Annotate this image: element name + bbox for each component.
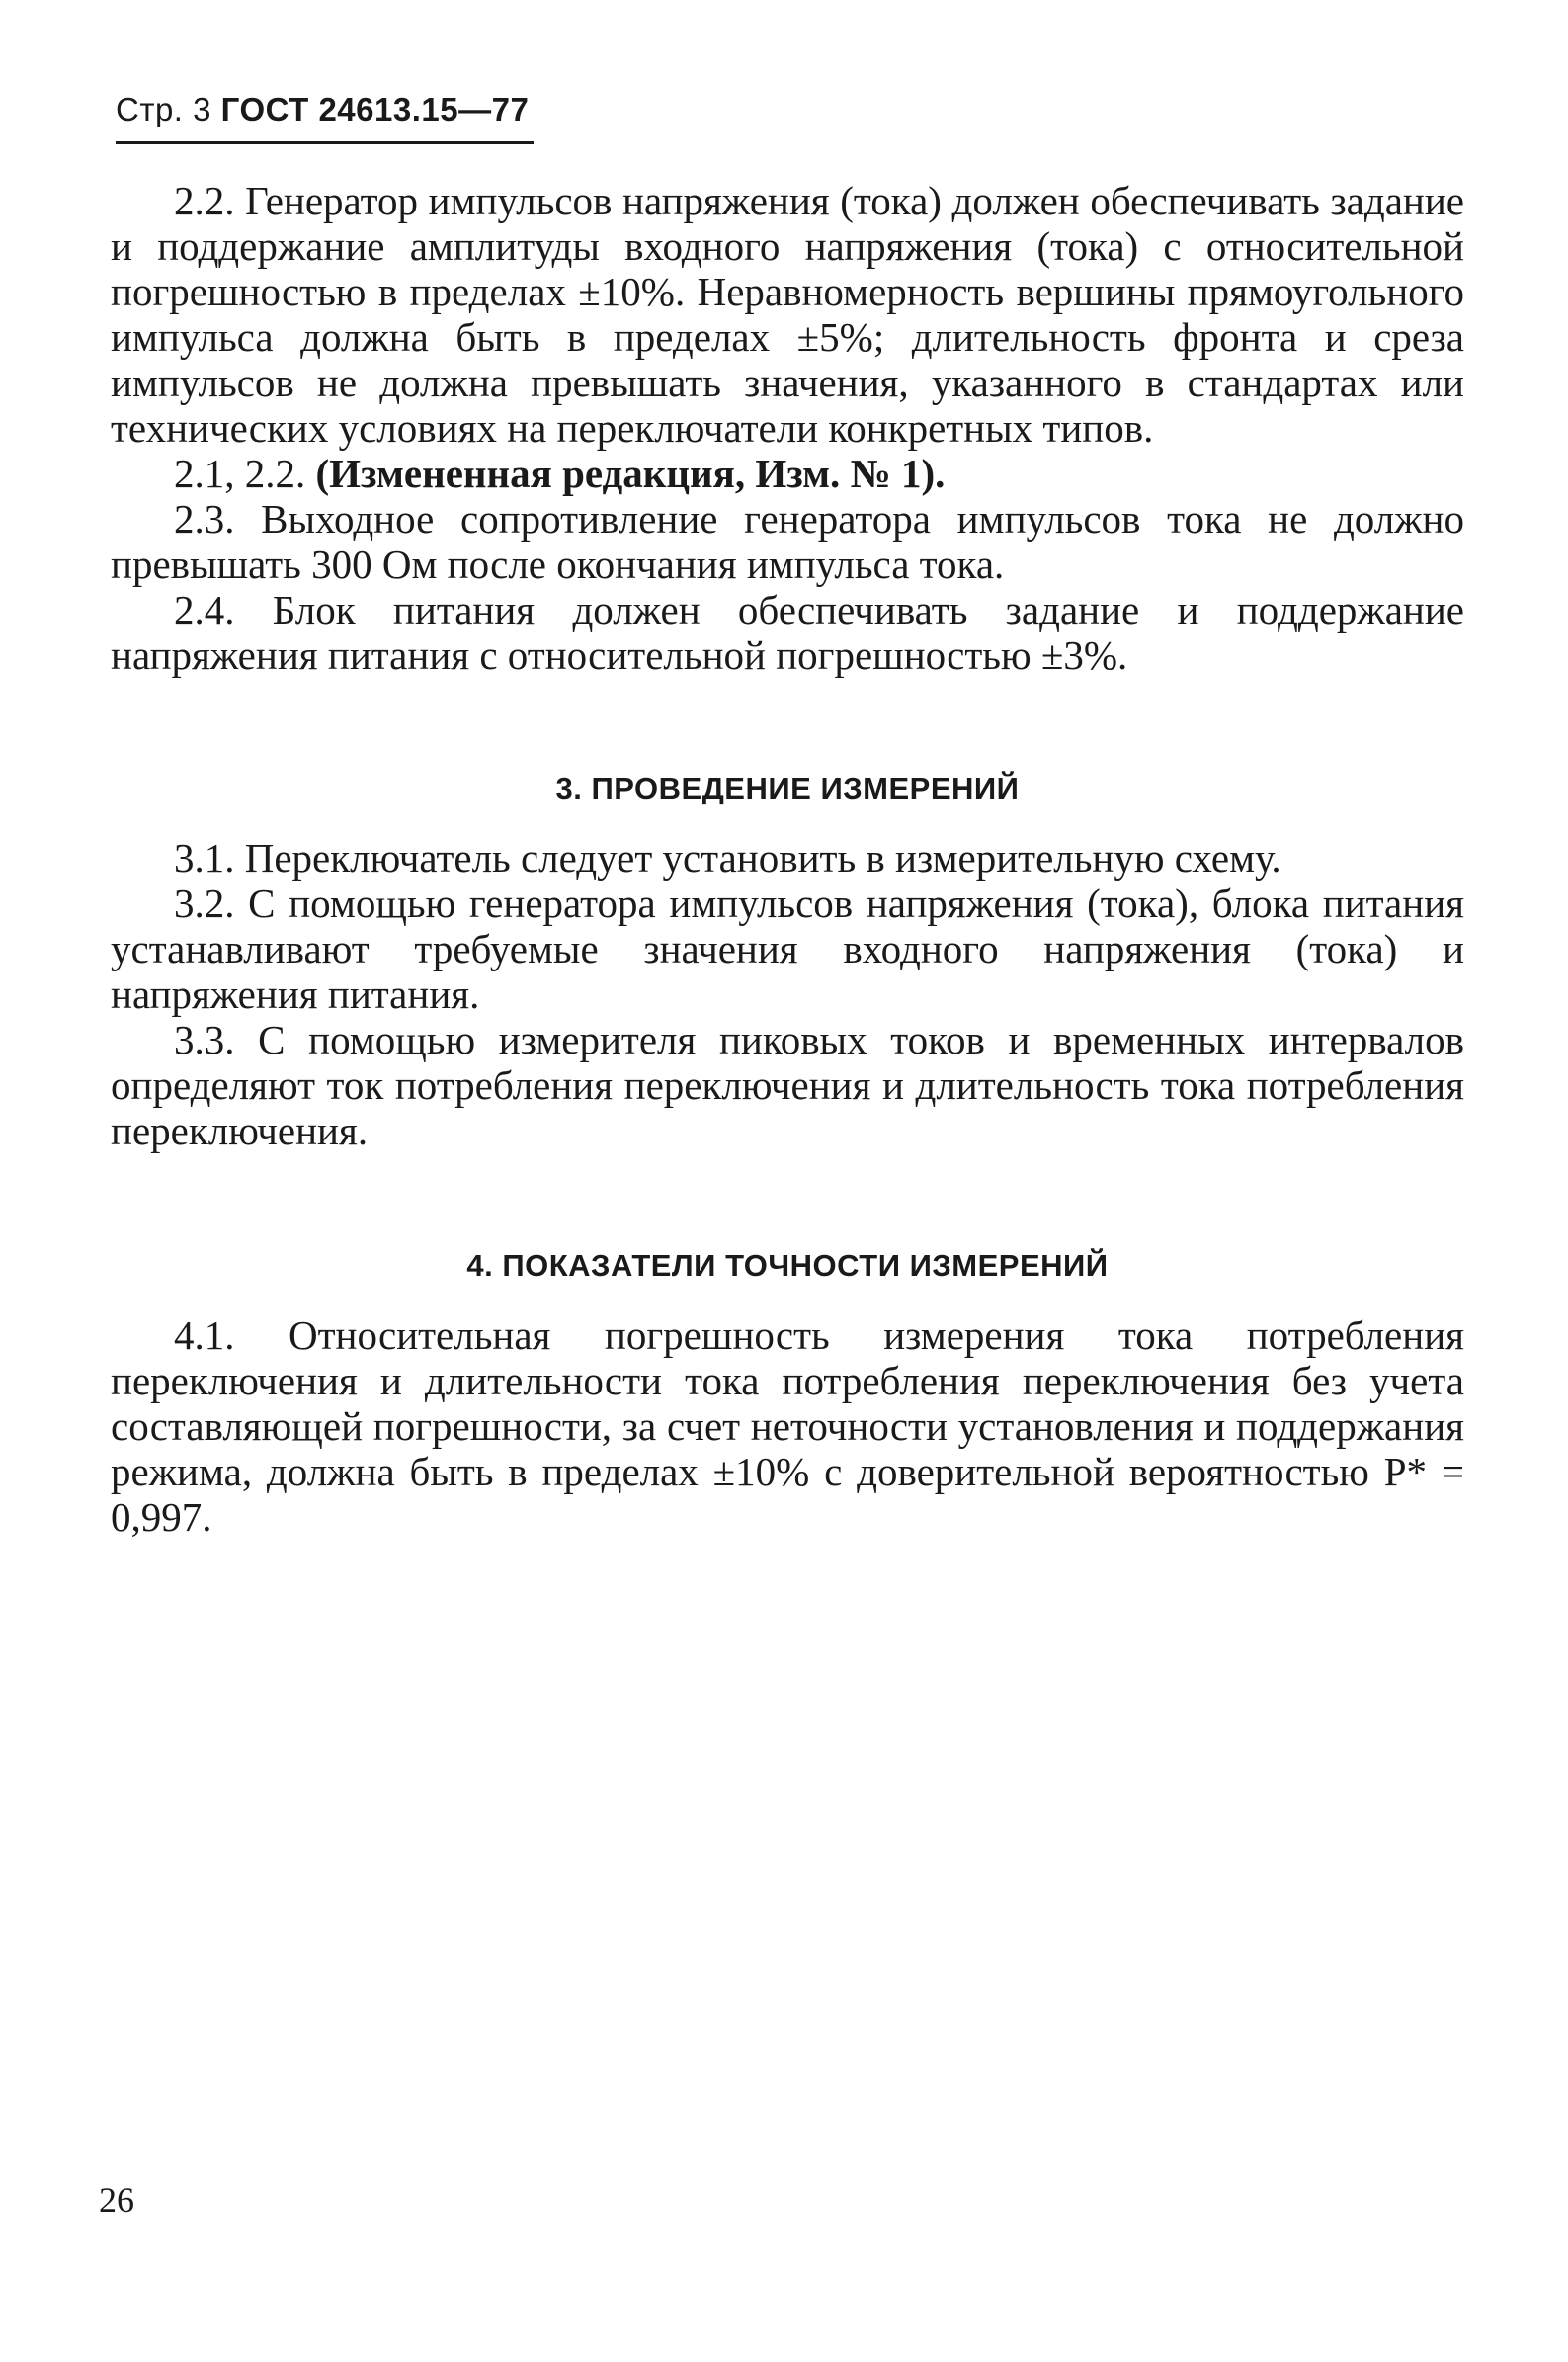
amendment-label: (Измененная редакция, Изм. № 1). xyxy=(315,451,946,496)
section-3-title: 3. ПРОВЕДЕНИЕ ИЗМЕРЕНИЙ xyxy=(555,771,1020,805)
page-number: 26 xyxy=(99,2180,134,2220)
standard-number: ГОСТ 24613.15—77 xyxy=(220,91,530,127)
paragraph-3-3: 3.3. С помощью измерителя пиковых токов и временных интервалов определяют ток потребления переключения и длительность тока потребления переключения. xyxy=(111,1017,1464,1153)
paragraph-3-2: 3.2. С помощью генератора импульсов напряжения (тока), блока питания устанавливают требуемые значения входного напряжения (тока) и напряжения питания. xyxy=(111,881,1464,1017)
amendment-prefix: 2.1, 2.2. xyxy=(174,451,316,496)
section-3-block xyxy=(111,835,1464,1153)
page-header xyxy=(116,91,529,128)
paragraph-3-1: 3.1. Переключатель следует установить в измерительную схему. xyxy=(174,835,1281,881)
header-rule xyxy=(116,141,534,144)
section-4-block xyxy=(111,1312,1464,1540)
paragraph-2-3: 2.3. Выходное сопротивление генератора импульсов тока не должно превышать 300 Ом после окончания импульса тока. xyxy=(111,496,1464,587)
amendment-note xyxy=(111,451,1464,496)
paragraph-2-4: 2.4. Блок питания должен обеспечивать задание и поддержание напряжения питания с относительной погрешностью ±3%. xyxy=(111,587,1464,678)
paragraph-4-1: 4.1. Относительная погрешность измерения тока потребления переключения и длительности тока потребления переключения без учета составляющей погрешности, за счет неточности установления и поддержания режима, должна быть в пределах ±10% с доверительной вероятностью P* = 0,997. xyxy=(111,1312,1464,1540)
section-2-block xyxy=(111,178,1464,678)
paragraph-2-2: 2.2. Генератор импульсов напряжения (тока) должен обеспечивать задание и поддержание амплитуды входного напряжения (тока) с относительной погрешностью в пределах ±10%. Неравномерность вершины прямоугольного импульса должна быть в пределах ±5%; длительность фронта и среза импульсов не должна превышать значения, указанного в стандартах или технических условиях на переключатели конкретных типов. xyxy=(111,178,1464,451)
section-4-title: 4. ПОКАЗАТЕЛИ ТОЧНОСТИ ИЗМЕРЕНИЙ xyxy=(466,1248,1109,1283)
page-label: Стр. 3 xyxy=(116,91,211,127)
